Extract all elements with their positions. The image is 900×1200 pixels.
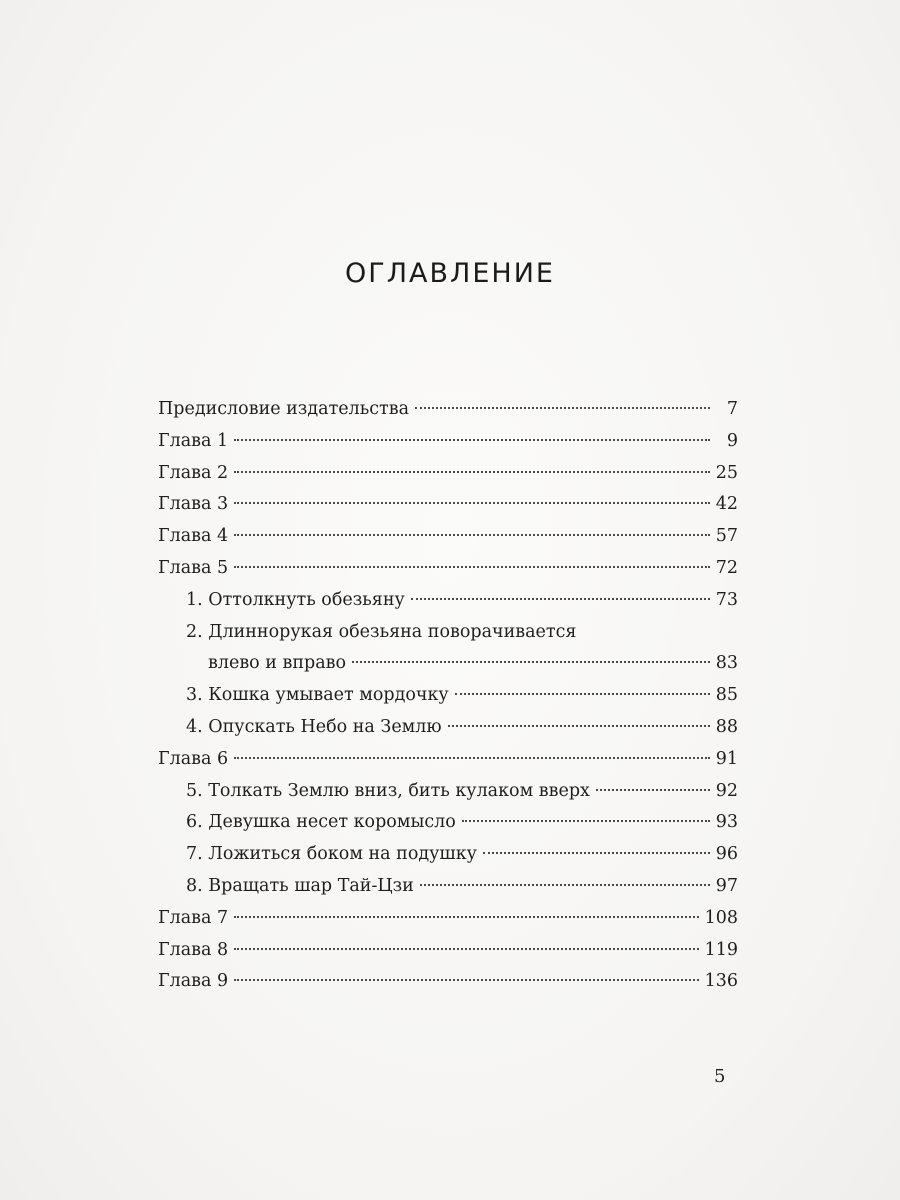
- toc-subentry-8: [158, 871, 738, 903]
- toc-entry-label: Глава 4: [158, 526, 229, 547]
- toc-entry-chapter-1: [158, 426, 738, 458]
- toc-entry-chapter-8: [158, 935, 738, 967]
- toc-entry-page: 88: [715, 716, 738, 737]
- toc-entry-label: Глава 7: [158, 907, 229, 928]
- dot-leader: [483, 852, 710, 854]
- dot-leader: [462, 820, 710, 822]
- dot-leader: [352, 661, 710, 663]
- toc-entry-page: 73: [715, 589, 738, 610]
- toc-entry-label: 1. Оттолкнуть обезьяну: [186, 589, 405, 610]
- toc-entry-page: 42: [715, 494, 738, 515]
- dot-leader: [596, 789, 710, 791]
- toc-entry-label: 2. Длиннорукая обезьяна поворачивается: [186, 621, 577, 642]
- toc-entry-page: 83: [715, 653, 738, 674]
- dot-leader: [420, 884, 710, 886]
- page-number: 5: [714, 1066, 726, 1087]
- toc-entry-label: 7. Ложиться боком на подушку: [186, 844, 477, 865]
- toc-subentry-4: [158, 712, 738, 744]
- toc-subentry-5: [158, 776, 738, 808]
- toc-entry-page: 9: [726, 430, 738, 451]
- dot-leader: [234, 979, 698, 981]
- toc-entry-label: Глава 3: [158, 494, 229, 515]
- toc-subentry-6: [158, 807, 738, 839]
- page-title: ОГЛАВЛЕНИЕ: [345, 258, 555, 289]
- dot-leader: [234, 757, 710, 759]
- toc-entry-label: Глава 5: [158, 557, 229, 578]
- dot-leader: [234, 566, 710, 568]
- toc-entry-preface: [158, 394, 738, 426]
- dot-leader: [234, 948, 698, 950]
- toc-subentry-1: [158, 585, 738, 617]
- dot-leader: [234, 534, 710, 536]
- toc-subentry-2-line-2: [158, 648, 738, 680]
- table-of-contents: [158, 394, 738, 998]
- toc-entry-label: 5. Толкать Землю вниз, бить кулаком вверх: [186, 780, 590, 801]
- toc-subentry-3: [158, 680, 738, 712]
- toc-entry-label: 3. Кошка умывает мордочку: [186, 685, 449, 706]
- dot-leader: [234, 502, 710, 504]
- toc-subentry-7: [158, 839, 738, 871]
- toc-entry-label: 6. Девушка несет коромысло: [186, 812, 456, 833]
- dot-leader: [415, 407, 710, 409]
- dot-leader: [234, 916, 698, 918]
- toc-subentry-2-line-1: [158, 617, 738, 649]
- toc-entry-label: Глава 6: [158, 748, 229, 769]
- toc-entry-label: Глава 8: [158, 939, 229, 960]
- dot-leader: [411, 598, 710, 600]
- toc-entry-page: 97: [715, 875, 738, 896]
- toc-entry-label: Предисловие издательства: [158, 399, 410, 419]
- toc-entry-chapter-4: [158, 521, 738, 553]
- toc-entry-label: Глава 2: [158, 462, 229, 483]
- toc-entry-page: 136: [704, 971, 738, 992]
- toc-entry-page: 119: [704, 939, 738, 960]
- toc-entry-page: 96: [715, 844, 738, 865]
- dot-leader: [448, 725, 710, 727]
- toc-entry-page: 108: [704, 907, 738, 928]
- toc-entry-label: Глава 1: [158, 430, 229, 451]
- toc-entry-page: 91: [715, 748, 738, 769]
- toc-entry-page: 93: [715, 812, 738, 833]
- toc-entry-label: 8. Вращать шар Тай-Цзи: [186, 875, 414, 896]
- toc-entry-page: 72: [715, 557, 738, 578]
- dot-leader: [455, 693, 710, 695]
- toc-entry-chapter-5: [158, 553, 738, 585]
- toc-entry-chapter-9: [158, 966, 738, 998]
- toc-entry-label: Глава 9: [158, 971, 229, 992]
- toc-entry-page: 85: [715, 685, 738, 706]
- toc-entry-label: 4. Опускать Небо на Землю: [186, 716, 442, 737]
- toc-entry-chapter-7: [158, 903, 738, 935]
- toc-entry-page: 7: [726, 399, 738, 419]
- toc-entry-page: 92: [715, 780, 738, 801]
- toc-entry-page: 57: [715, 526, 738, 547]
- dot-leader: [234, 471, 710, 473]
- toc-entry-chapter-2: [158, 458, 738, 490]
- toc-entry-page: 25: [715, 462, 738, 483]
- toc-entry-chapter-6: [158, 744, 738, 776]
- toc-entry-chapter-3: [158, 489, 738, 521]
- dot-leader: [234, 439, 710, 441]
- toc-entry-label-continued: влево и вправо: [208, 653, 347, 674]
